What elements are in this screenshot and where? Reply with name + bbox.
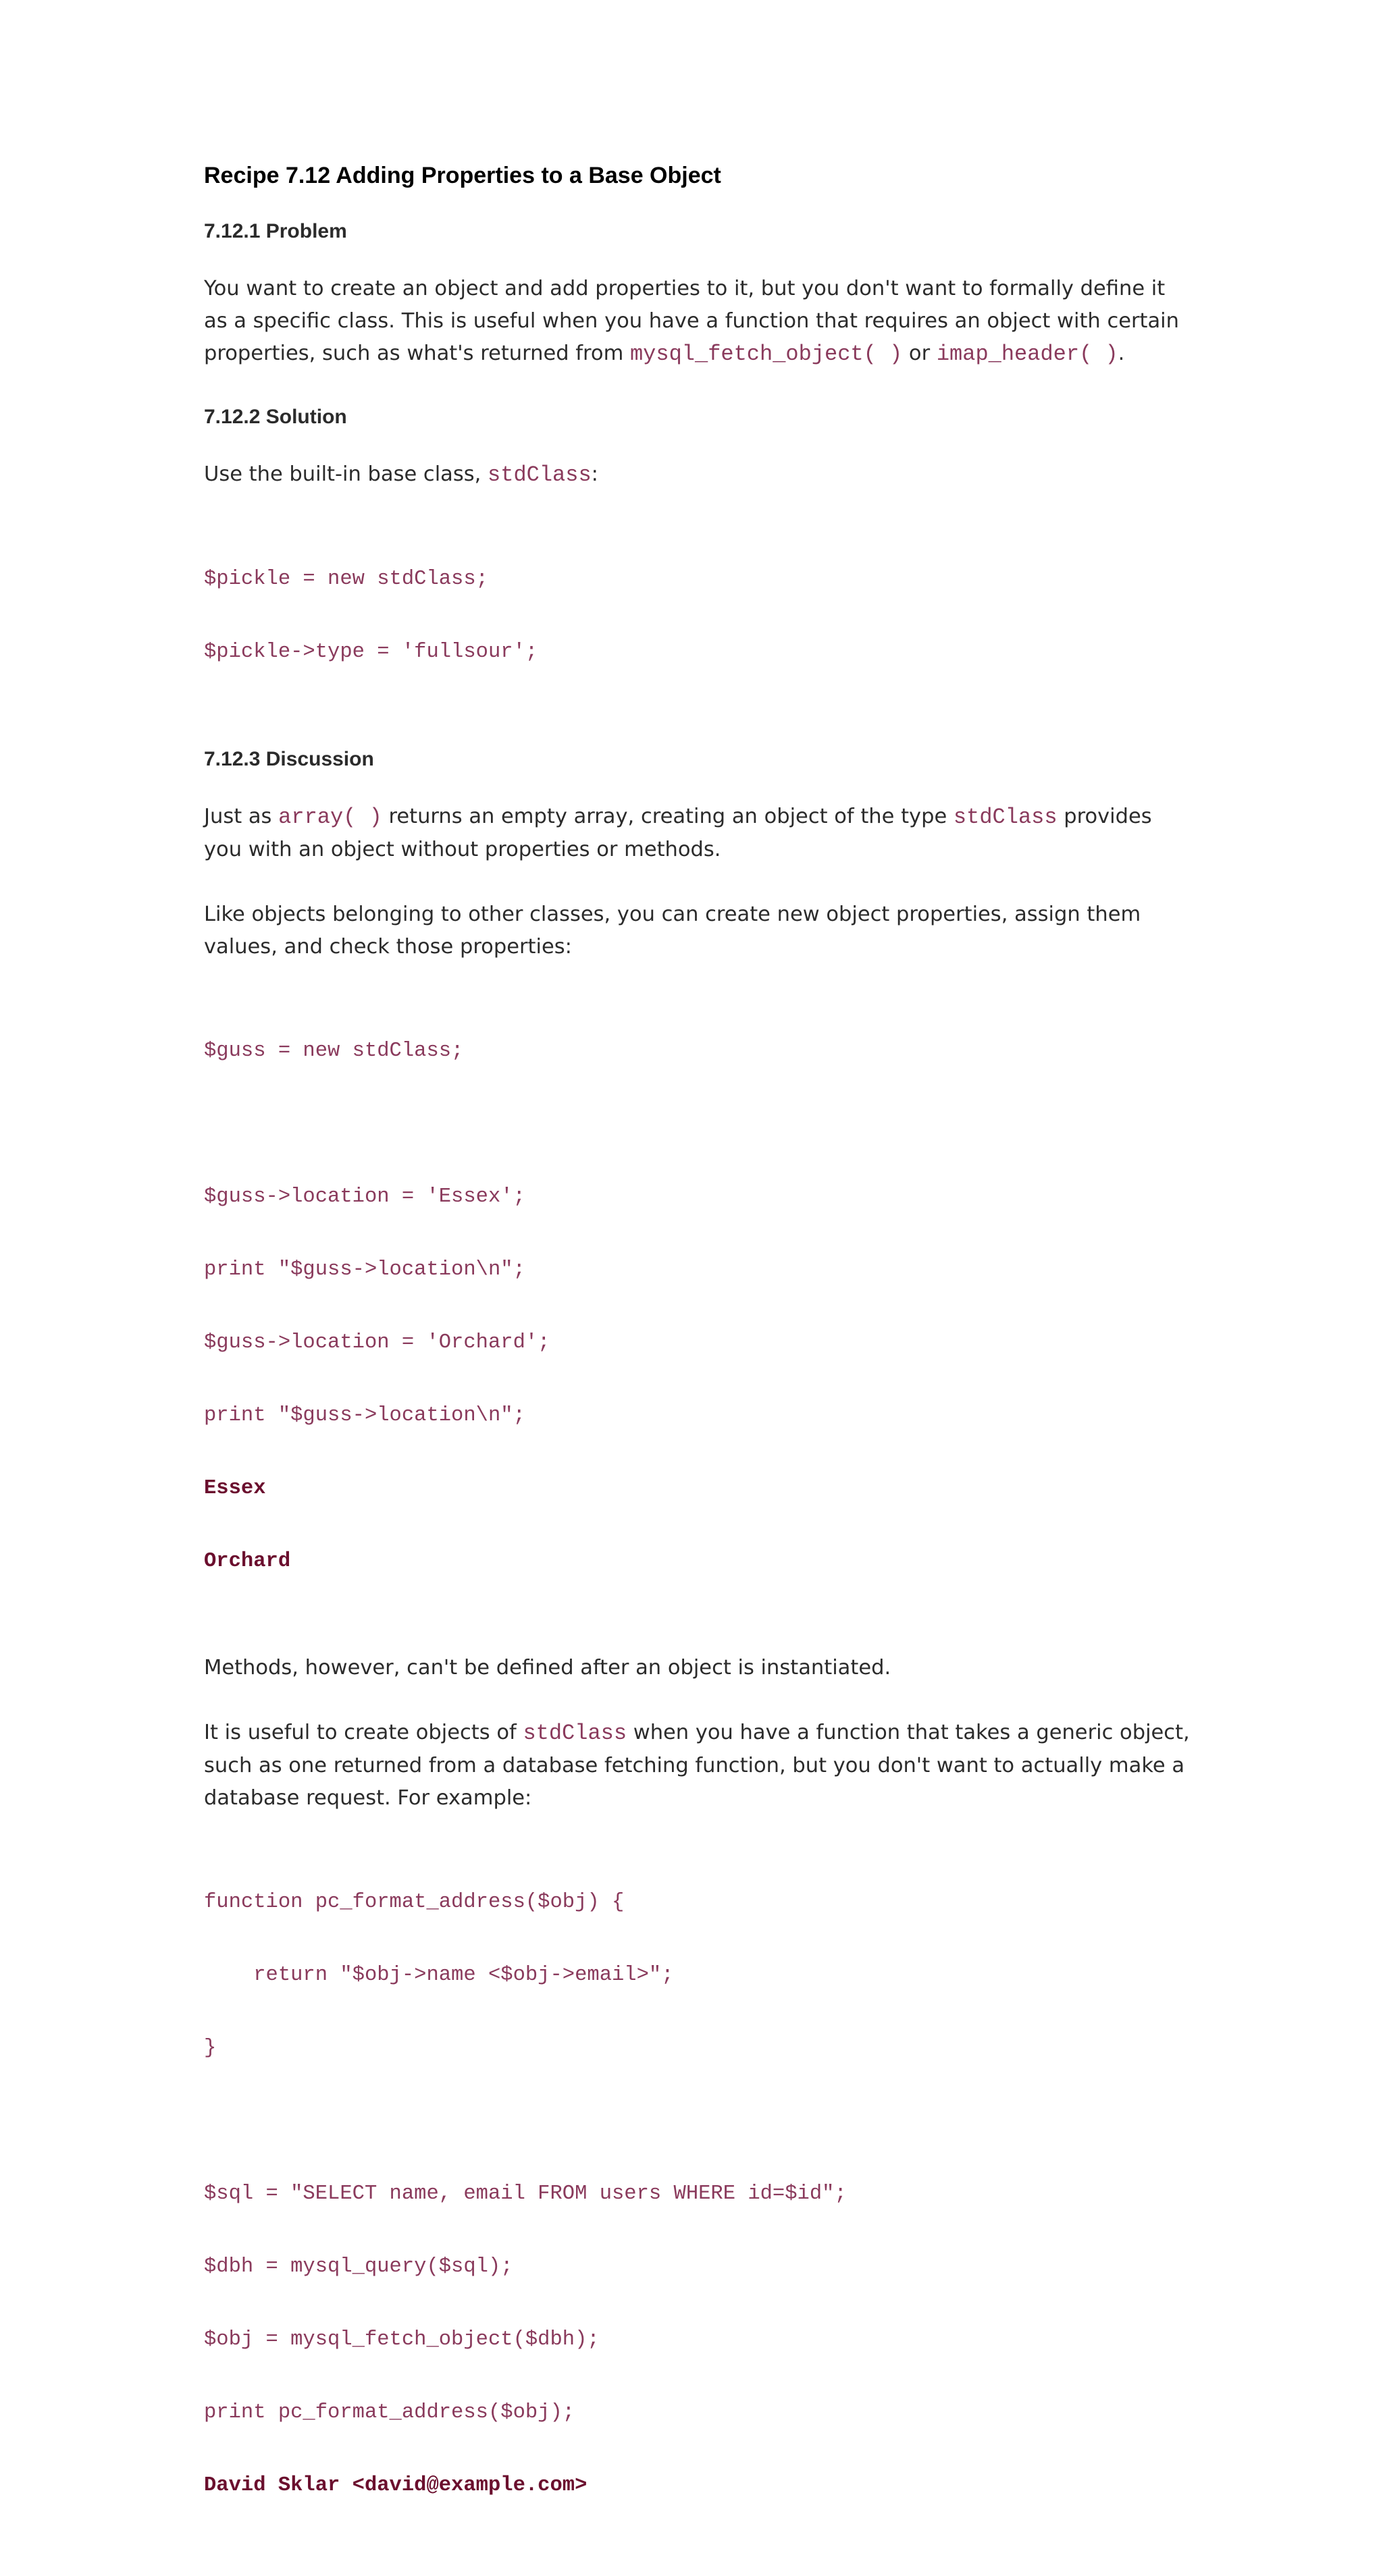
discussion-p1-text-2: returns an empty array, creating an object of the type: [382, 805, 954, 828]
document-page: [204, 159, 1190, 2576]
code-line: print "$guss->location\n";: [204, 1404, 525, 1427]
code-line-blank: [204, 2109, 1190, 2133]
problem-heading: 7.12.1 Problem: [204, 220, 347, 242]
code-line: print "$guss->location\n";: [204, 1258, 525, 1281]
problem-text-1: You want to create an object and add properties to it, but you don't want to formally define it as a specific class. This is useful when you have a function that requires an object with certain properties, such as what's returned from: [204, 277, 1179, 365]
discussion-paragraph-3: Methods, however, can't be defined after an object is instantiated.: [204, 1656, 891, 1680]
code-line: $pickle->type = 'fullsour';: [204, 641, 538, 664]
solution-heading: 7.12.2 Solution: [204, 406, 347, 428]
code-line: $pickle = new stdClass;: [204, 568, 488, 591]
code-line: function pc_format_address($obj) {: [204, 1891, 625, 1914]
discussion-heading: 7.12.3 Discussion: [204, 748, 374, 770]
problem-text-3: .: [1118, 342, 1125, 365]
discussion-p4-text-1: It is useful to create objects of: [204, 1721, 523, 1744]
discussion-paragraph-2: Like objects belonging to other classes, you can create new object properties, assign them values, and check those properties:: [204, 903, 1141, 959]
inline-code-array: array( ): [278, 805, 382, 830]
discussion-p4-text-2: when you have a function that takes a generic object, such as one returned from a database fetching function, but you don't want to actually make a database request. For example:: [204, 1721, 1190, 1810]
inline-code-stdclass: stdClass: [953, 805, 1058, 830]
inline-code-imap-header: imap_header( ): [936, 342, 1118, 367]
discussion-p1-text-3: provides you with an object without properties or methods.: [204, 805, 1152, 861]
discussion-paragraph-4: [204, 1717, 1190, 1815]
code-line: $obj = mysql_fetch_object($dbh);: [204, 2328, 600, 2351]
discussion-code-block-1: [204, 990, 1190, 1622]
code-line: $guss->location = 'Essex';: [204, 1185, 525, 1208]
solution-paragraph: [204, 458, 1190, 491]
inline-code-stdclass: stdClass: [523, 1721, 627, 1746]
code-line: $guss->location = 'Orchard';: [204, 1331, 550, 1354]
problem-paragraph: [204, 273, 1190, 371]
discussion-code-block-2: [204, 1842, 1190, 2546]
code-line: print pc_format_address($obj);: [204, 2401, 575, 2424]
inline-code-mysql-fetch-object: mysql_fetch_object( ): [629, 342, 903, 367]
inline-code-stdclass: stdClass: [488, 462, 592, 487]
code-line: $sql = "SELECT name, email FROM users WHERE id=$id";: [204, 2182, 847, 2205]
code-line-blank: [204, 1112, 1190, 1136]
code-output-line: David Sklar <david@example.com>: [204, 2474, 588, 2497]
discussion-paragraph-1: [204, 801, 1190, 866]
solution-text-2: :: [591, 462, 598, 486]
code-output-line: Orchard: [204, 1550, 291, 1573]
code-line: $dbh = mysql_query($sql);: [204, 2255, 513, 2278]
solution-text-1: Use the built-in base class,: [204, 462, 488, 486]
discussion-p1-text-1: Just as: [204, 805, 279, 828]
code-line: return "$obj->name <$obj->email>";: [204, 1964, 674, 1987]
solution-code-block: [204, 518, 1190, 713]
code-line: }: [204, 2037, 217, 2060]
code-output-line: Essex: [204, 1477, 266, 1500]
recipe-title: Recipe 7.12 Adding Properties to a Base Object: [204, 163, 721, 188]
problem-text-2: or: [902, 342, 937, 365]
code-line: $guss = new stdClass;: [204, 1040, 464, 1063]
